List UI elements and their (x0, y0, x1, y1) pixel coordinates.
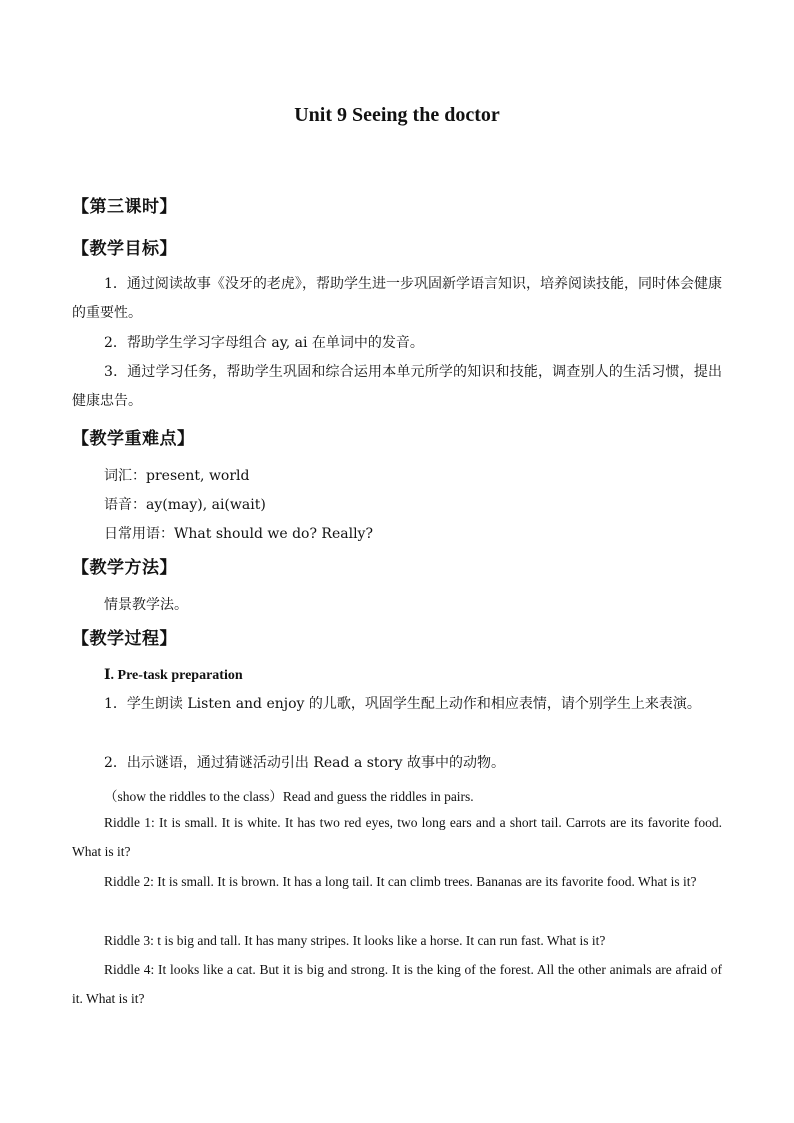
key-point-phonics: 语音：ay(may), ai(wait) (104, 497, 266, 513)
process-step-1: 1．学生朗读 Listen and enjoy 的儿歌，巩固学生配上动作和相应表情，请个别学生上来表演。 (104, 696, 701, 712)
methods-text: 情景教学法。 (104, 597, 188, 613)
riddle-4: Riddle 4: It looks like a cat. But it is big and strong. It is the king of the forest. All the other animals are afraid of it. What is it? (72, 962, 722, 1006)
riddle-2: Riddle 2: It is small. It is brown. It has a long tail. It can climb trees. Bananas are its favorite food. What is it? (104, 874, 697, 889)
process-step-2: 2．出示谜语，通过猜谜活动引出 Read a story 故事中的动物。 (104, 755, 506, 771)
objective-item-3: 3．通过学习任务，帮助学生巩固和综合运用本单元所学的知识和技能，调查别人的生活习惯，提出健康忠告。 (72, 364, 722, 409)
document-title: Unit 9 Seeing the doctor (294, 104, 500, 126)
objective-item-1: 1．通过阅读故事《没牙的老虎》，帮助学生进一步巩固新学语言知识，培养阅读技能，同时体会健康的重要性。 (72, 276, 722, 321)
lesson-heading: 【第三课时】 (72, 197, 177, 217)
methods-heading: 【教学方法】 (72, 558, 177, 578)
pre-task-subheading: Ⅰ. Pre-task preparation (104, 668, 243, 683)
riddle-1: Riddle 1: It is small. It is white. It has two red eyes, two long ears and a short tail. Carrots are its favorite food. What is it? (72, 815, 722, 859)
key-point-vocabulary: 词汇：present, world (104, 468, 250, 484)
key-points-heading: 【教学重难点】 (72, 429, 195, 449)
objective-item-2: 2．帮助学生学习字母组合 ay, ai 在单词中的发音。 (104, 335, 424, 351)
objectives-heading: 【教学目标】 (72, 239, 177, 259)
riddle-3: Riddle 3: t is big and tall. It has many stripes. It looks like a horse. It can run fast. What is it? (104, 933, 606, 948)
key-point-expressions: 日常用语：What should we do? Really? (104, 526, 373, 542)
riddle-intro: （show the riddles to the class）Read and guess the riddles in pairs. (104, 789, 474, 804)
process-heading: 【教学过程】 (72, 629, 177, 649)
